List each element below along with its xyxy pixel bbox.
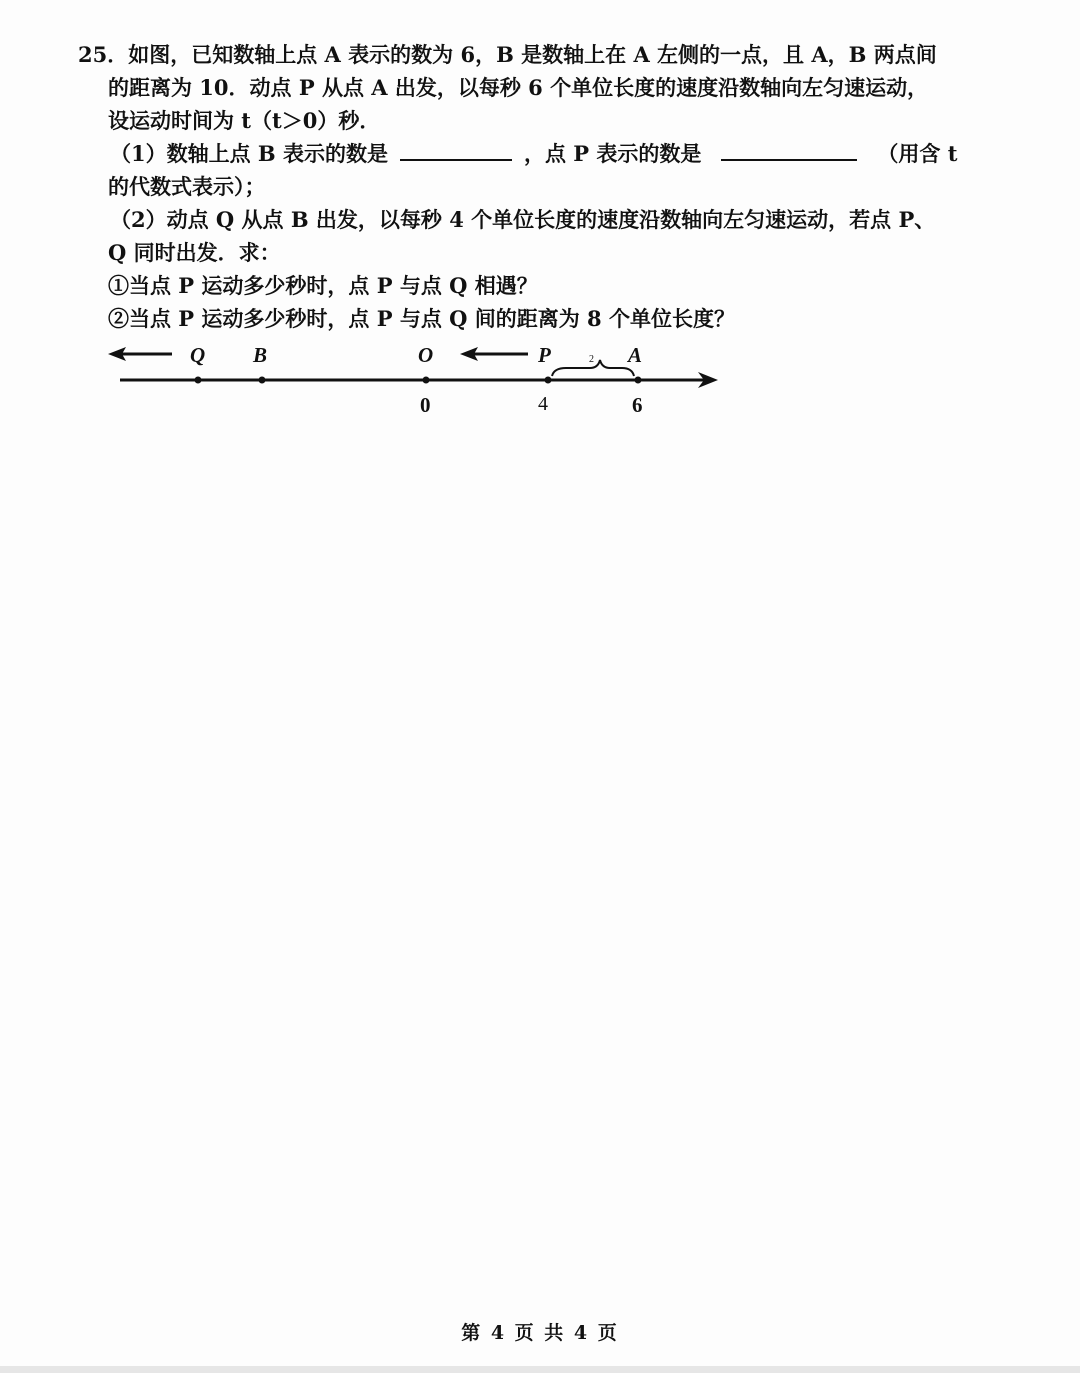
part-1-line-2: 的代数式表示）； xyxy=(108,174,266,199)
point-p-dot xyxy=(545,377,552,384)
label-q: Q xyxy=(190,343,206,367)
page-footer: 第 4 页 共 4 页 xyxy=(461,1322,619,1344)
answer-blank-p[interactable] xyxy=(721,137,857,161)
part-2-line-2: Q 同时出发．求： xyxy=(108,240,281,265)
problem-line-1 xyxy=(78,38,1008,71)
question-2: ②当点 P 运动多少秒时，点 P 与点 Q 间的距离为 8 个单位长度？ xyxy=(108,306,735,331)
part-2-line: （2）动点 Q 从点 B 出发，以每秒 4 个单位长度的速度沿数轴向左匀速运动，若点 P、 xyxy=(110,207,936,232)
tick-six: 6 xyxy=(632,393,643,417)
brace-note: 2 xyxy=(589,354,594,365)
problem-line-3: 设运动时间为 t（t＞0）秒． xyxy=(108,108,381,133)
label-b: B xyxy=(253,343,268,367)
point-q-dot xyxy=(195,377,202,384)
label-o: O xyxy=(418,343,434,367)
part-1-line xyxy=(78,137,1008,170)
problem-number: 25． xyxy=(78,42,129,67)
answer-blank-b[interactable] xyxy=(400,137,512,161)
part-1-text-c: （用含 t xyxy=(877,141,958,166)
label-a: A xyxy=(628,343,643,367)
point-b-dot xyxy=(259,377,266,384)
tick-zero: 0 xyxy=(420,393,431,417)
point-a-dot xyxy=(635,377,642,384)
number-line-figure xyxy=(100,336,740,426)
question-1: ①当点 P 运动多少秒时，点 P 与点 Q 相遇？ xyxy=(108,273,538,298)
scan-bottom-edge xyxy=(0,1366,1080,1373)
part-1-text-b: ，点 P 表示的数是 xyxy=(523,141,702,166)
problem-text-1: 如图，已知数轴上点 A 表示的数为 6，B 是数轴上在 A 左侧的一点，且 A，B 两点间 xyxy=(128,42,937,67)
problem-line-2: 的距离为 10．动点 P 从点 A 出发，以每秒 6 个单位长度的速度沿数轴向左匀速运动， xyxy=(108,75,929,100)
part-1-text-a: （1）数轴上点 B 表示的数是 xyxy=(110,141,388,166)
label-p: P xyxy=(538,343,551,367)
point-o-dot xyxy=(423,377,430,384)
problem-25 xyxy=(78,38,1008,335)
tick-four: 4 xyxy=(538,393,548,415)
